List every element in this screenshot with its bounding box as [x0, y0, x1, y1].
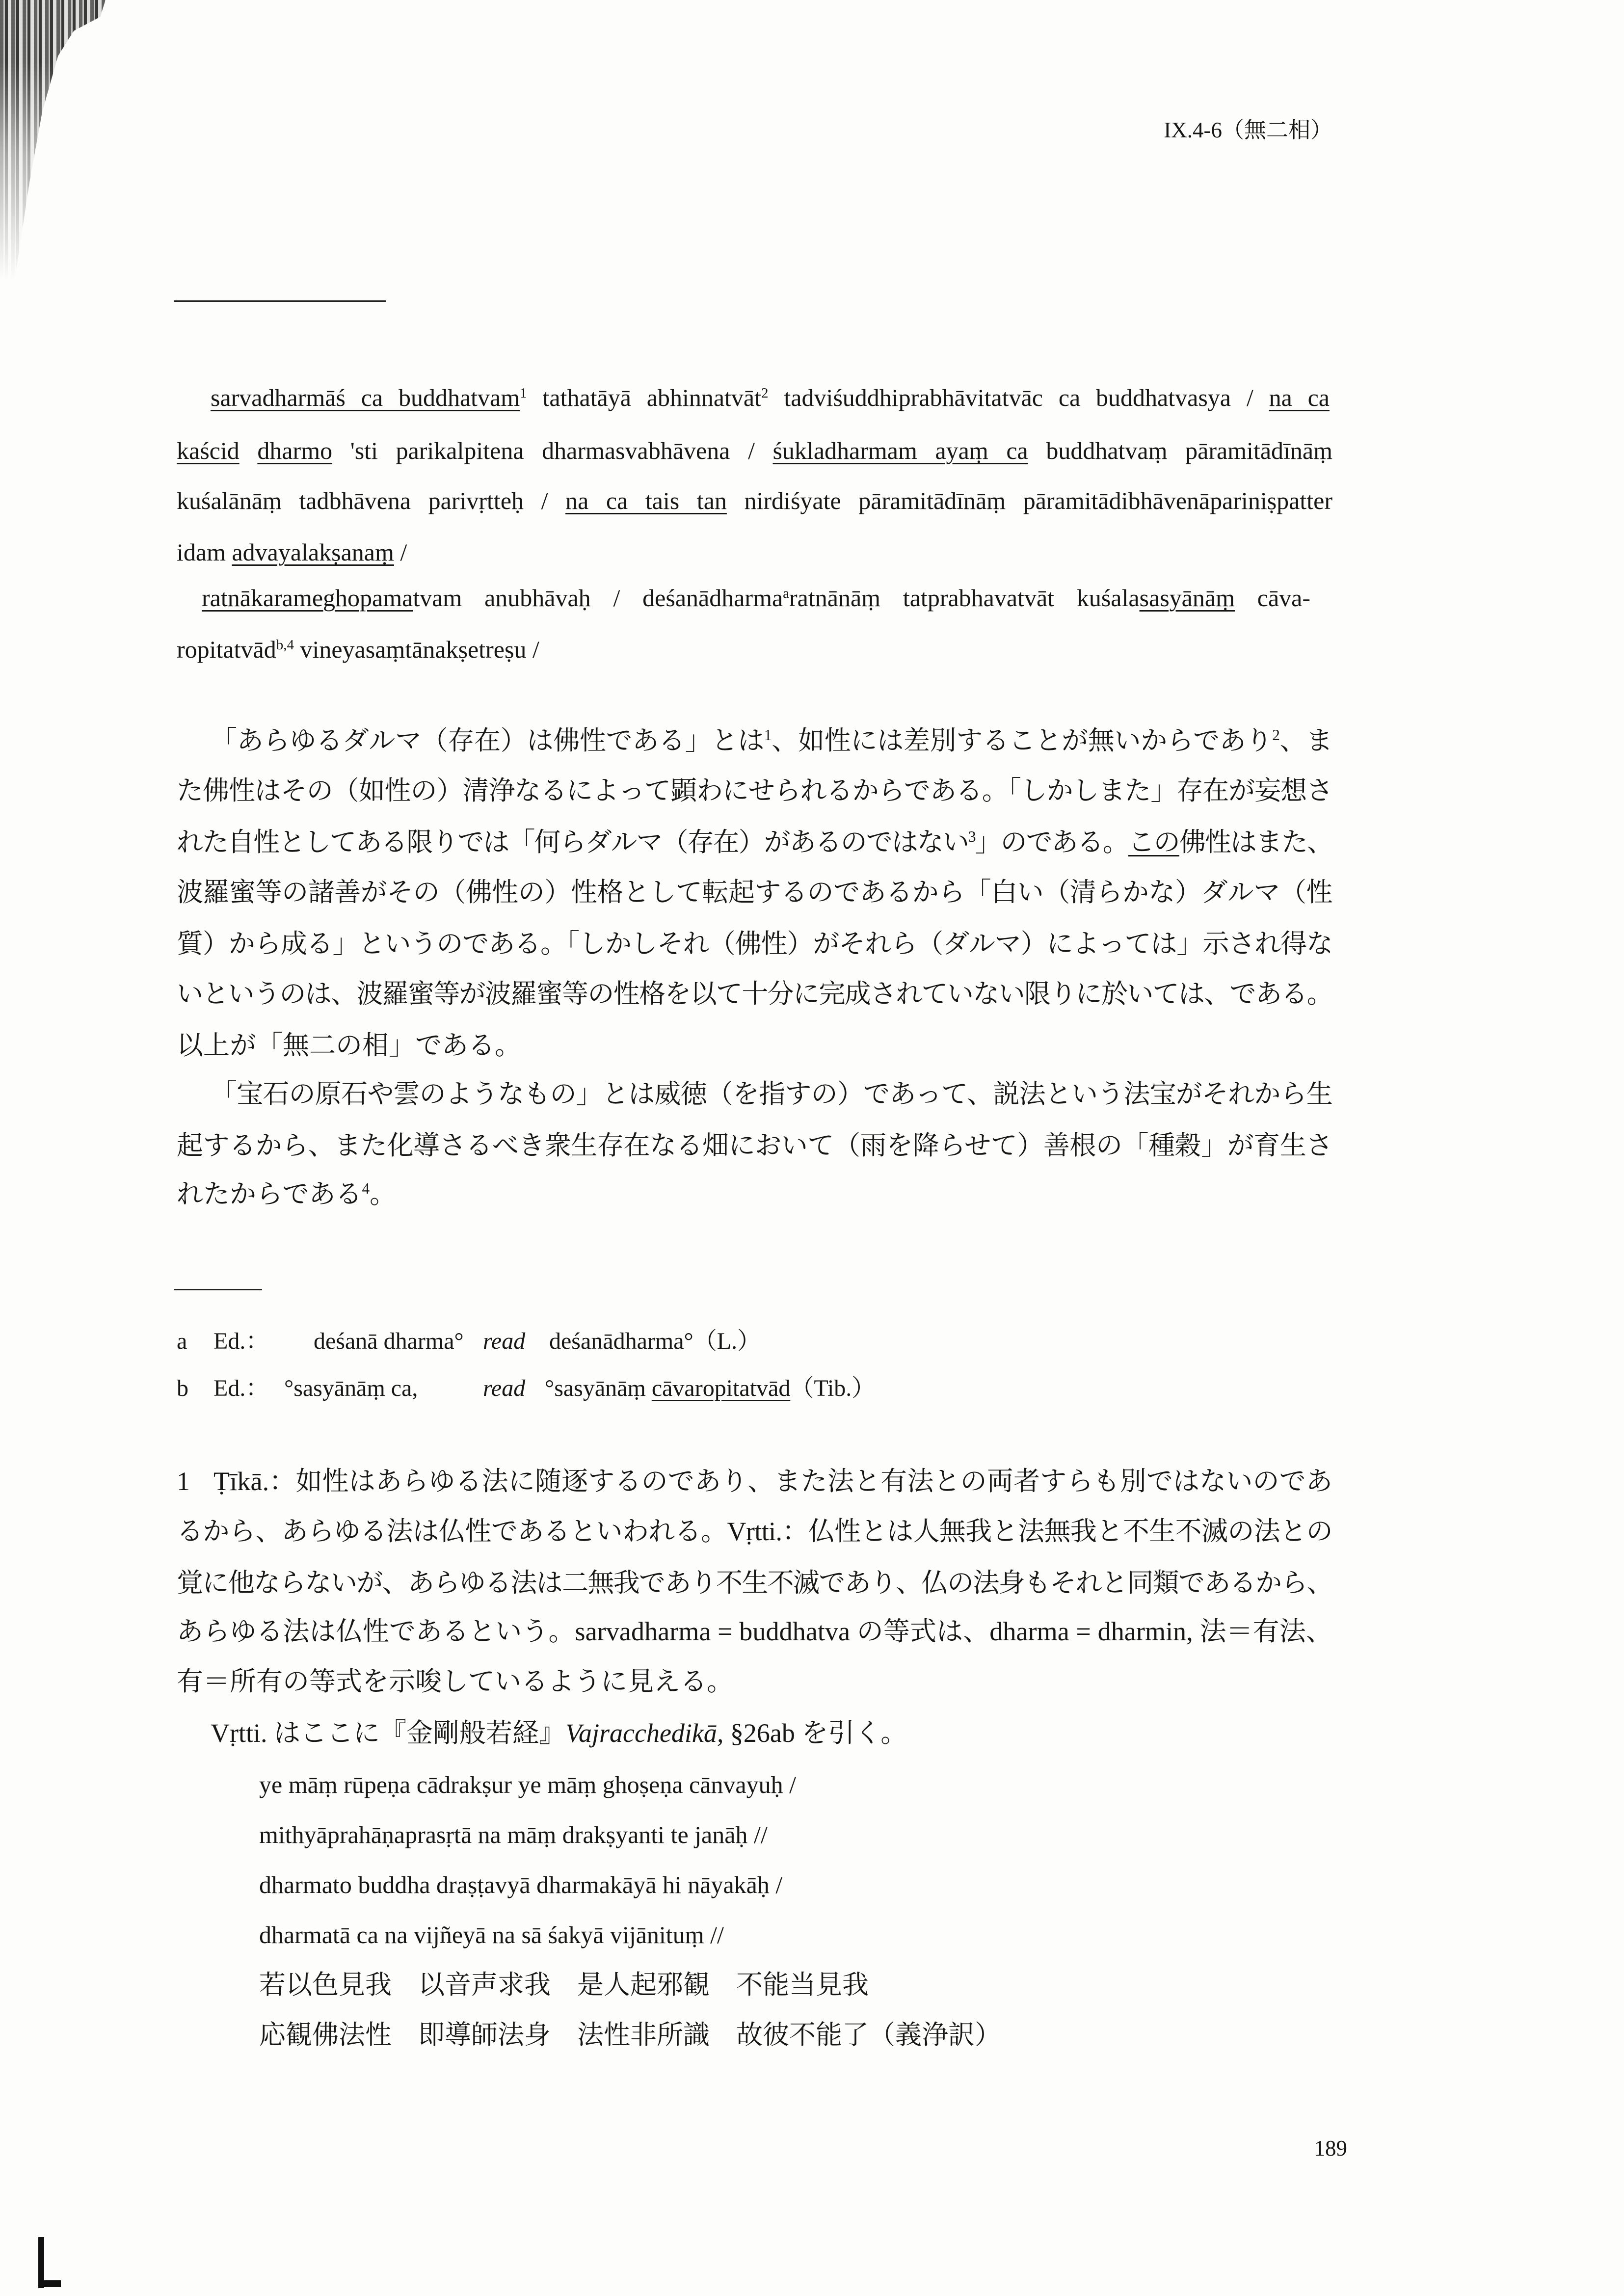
- footnote-number: [177, 1466, 206, 1497]
- line-text: dharmato buddha draṣṭavyā dharmakāyā hi nāyakāḥ /: [259, 1871, 783, 1898]
- sanskrit-line-1: [211, 383, 1330, 412]
- text-run: nirdiśyate pāramitādīnāṃ pāramitādibhāvenāpariniṣpatter: [726, 487, 1332, 514]
- work-title: Vajracchedikā,: [565, 1718, 724, 1748]
- translation-line: [177, 877, 1332, 908]
- text-run: /: [394, 538, 407, 566]
- text-run: れたからである: [177, 1179, 362, 1209]
- line-text: [177, 436, 1332, 465]
- line-text: Ṭīkā.：如性はあらゆる法に随逐するのであり、また法と有法との両者すらも別ではないのであ: [213, 1467, 1332, 1496]
- line-text: dharmatā ca na vijñeyā na sā śakyā vijānituṃ //: [259, 1921, 724, 1949]
- line-text: 応観佛法性 即導師法身 法性非所識 故彼不能了（義浄訳）: [259, 2020, 1001, 2050]
- verse-line: [259, 1820, 1332, 1849]
- text-run: 」のである。: [975, 828, 1128, 857]
- line-text: [177, 1178, 396, 1210]
- footnote-ref: 4: [362, 1180, 370, 1198]
- text-run: れた自性としてある限りでは「何らダルマ（存在）があるのではない: [177, 828, 968, 857]
- footnote-ref: 3: [968, 828, 975, 846]
- line-text: 「宝石の原石や雲のようなもの」とは威徳（を指すの）であって、説法という法宝がそれから生: [211, 1079, 1332, 1109]
- text-run: ropitatvād: [177, 636, 276, 663]
- translation-line: [177, 1178, 1332, 1210]
- apparatus-read-marker: read: [483, 1375, 526, 1401]
- line-text: 若以色見我 以音声求我 是人起邪観 不能当見我: [259, 1970, 869, 2000]
- translation-line: [177, 928, 1332, 960]
- apparatus-entry-b: [0, 1375, 1624, 1402]
- apparatus-read-marker: read: [483, 1328, 526, 1354]
- line-text: 質）から成る」というのである。「しかしそれ（佛性）がそれら（ダルマ）によっては」示され得な: [177, 929, 1332, 959]
- sanskrit-line-4: [177, 537, 1332, 567]
- footnote-line: [177, 1666, 1332, 1697]
- text-run: 'sti parikalpitena dharmasvabhāvena /: [332, 437, 773, 464]
- footnote-ref: b,4: [276, 637, 294, 653]
- translation-line: [211, 725, 1332, 756]
- text-run: tadviśuddhiprabhāvitatvāc ca buddhatvasya /: [768, 384, 1269, 411]
- line-text: 覚に他ならないが、あらゆる法は二無我であり不生不滅であり、仏の法身もそれと同類であるから、: [177, 1568, 1332, 1598]
- apparatus-correction: [545, 1375, 875, 1402]
- text-run: §26ab を引く。: [723, 1718, 907, 1748]
- text-run: 佛性はまた、: [1179, 828, 1333, 857]
- translation-line: [211, 1078, 1332, 1110]
- underlined-term: śukladharmam ayaṃ ca: [772, 437, 1028, 464]
- line-text: [177, 635, 539, 664]
- line-text: 以上が「無二の相」である。: [177, 1031, 521, 1060]
- translation-line: [177, 978, 1332, 1010]
- sanskrit-line-6: [177, 635, 1332, 664]
- translation-line: [177, 827, 1332, 858]
- text-run: 「あらゆるダルマ（存在）は佛性である」とは: [211, 726, 764, 755]
- line-text: [177, 486, 1332, 515]
- running-head: IX.4-6（無二相）: [1164, 118, 1332, 142]
- line-text: 有＝所有の等式を示唆しているように見える。: [177, 1667, 733, 1696]
- underlined-term: sarvadharmāś ca buddhatvam: [211, 384, 520, 411]
- line-text: [211, 383, 1330, 412]
- sanskrit-line-3: [177, 486, 1332, 515]
- sanskrit-line-5: [202, 583, 1310, 613]
- apparatus-source: Ed.：: [213, 1328, 269, 1354]
- line-text: た佛性はその（如性の）清浄なるによって顕わにせられるからである。「しかしまた」存在が妄想さ: [177, 776, 1332, 805]
- apparatus-reading: deśanā dharma°: [314, 1328, 464, 1354]
- underlined-term: sasyānāṃ: [1139, 584, 1235, 612]
- apparatus-reading: °sasyānāṃ ca,: [284, 1375, 418, 1401]
- text-run: idam: [177, 538, 232, 566]
- underlined-term: dharmo: [257, 437, 333, 464]
- line-text: いというのは、波羅蜜等が波羅蜜等の性格を以て十分に完成されていない限りに於いては、である。: [177, 979, 1332, 1009]
- apparatus-correction: deśanādharma°（L.）: [549, 1328, 761, 1354]
- footnote-ref: 1: [764, 726, 772, 744]
- text-run: tvam anubhāvaḥ / deśanādharma: [413, 584, 783, 612]
- apparatus-label: a: [177, 1328, 187, 1354]
- footnote-line: [213, 1466, 1332, 1497]
- translation-line: [177, 1030, 1332, 1061]
- text-run: ratnānāṃ tatprabhavatvāt kuśala: [789, 584, 1140, 612]
- text-run: 、如性には差別することが無いからであり: [772, 726, 1273, 755]
- underlined-term: cāvaropitatvād: [651, 1375, 791, 1401]
- footnote-line: [177, 1516, 1332, 1547]
- text-run: buddhatvaṃ pāramitādīnāṃ: [1028, 437, 1333, 464]
- line-text: ye māṃ rūpeṇa cādrakṣur ye māṃ ghoṣeṇa cānvayuḥ /: [259, 1771, 797, 1798]
- text-run: 、ま: [1279, 726, 1333, 755]
- translation-line: [177, 775, 1332, 806]
- footnote-rule: [174, 1289, 262, 1290]
- text-run: （Tib.）: [790, 1375, 876, 1401]
- line-text: 1: [177, 1467, 190, 1496]
- text-run: [240, 437, 258, 464]
- text-run: vineyasaṃtānakṣetreṣu /: [293, 636, 539, 663]
- underlined-term: na ca tais tan: [565, 487, 727, 514]
- apparatus-ref: a: [783, 585, 790, 601]
- scan-artifact: [38, 2280, 61, 2287]
- verse-line-chinese: [259, 1969, 1332, 2001]
- footnote-ref: 1: [520, 385, 527, 401]
- footnote-ref: 2: [1272, 726, 1280, 744]
- line-text: 起するから、また化導さるべき衆生存在なる畑において（雨を降らせて）善根の「種穀」が育生さ: [177, 1131, 1332, 1160]
- text-run: kuśalānāṃ tadbhāvena parivṛtteḥ /: [177, 487, 566, 514]
- translation-line: [177, 1130, 1332, 1161]
- underlined-term: na ca: [1269, 384, 1330, 411]
- text-run: °sasyānāṃ: [545, 1375, 652, 1401]
- line-text: [211, 1717, 907, 1749]
- footnote-ref: 2: [761, 385, 769, 401]
- text-run: 。: [370, 1179, 397, 1209]
- underlined-term: この: [1128, 828, 1179, 857]
- footnote-line: [177, 1616, 1332, 1647]
- line-text: 波羅蜜等の諸善がその（佛性の）性格として転起するのであるから「白い（清らかな）ダルマ（性: [177, 878, 1332, 907]
- line-text: [177, 827, 1332, 858]
- line-text: るから、あらゆる法は仏性であるといわれる。Vṛtti.：仏性とは人無我と法無我と不生不滅の法との: [177, 1517, 1332, 1546]
- sanskrit-line-2: [177, 436, 1332, 465]
- text-run: cāva-: [1234, 584, 1311, 612]
- page-number: 189: [1314, 2136, 1347, 2161]
- underlined-term: advayalakṣanaṃ: [232, 538, 394, 566]
- footnote-line: [177, 1567, 1332, 1599]
- section-rule: [174, 300, 386, 302]
- text-run: Vṛtti. はここに『金剛般若経』: [211, 1718, 565, 1748]
- line-text: [202, 583, 1310, 613]
- scan-artifact: [0, 0, 106, 280]
- line-text: [177, 537, 407, 567]
- underlined-term: kaścid: [177, 437, 240, 464]
- underlined-term: ratnākarameghopama: [202, 584, 413, 612]
- text-run: tathatāyā abhinnatvāt: [527, 384, 762, 411]
- line-text: あらゆる法は仏性であるという。sarvadharma = buddhatva の等式は、dharma = dharmin, 法＝有法、: [177, 1617, 1332, 1646]
- verse-line: [259, 1870, 1332, 1899]
- verse-line-chinese: [259, 2019, 1332, 2051]
- apparatus-entry-a: [0, 1328, 1624, 1355]
- citation-intro: [211, 1717, 1332, 1749]
- verse-line: [259, 1920, 1332, 1949]
- line-text: [211, 725, 1332, 756]
- verse-line: [259, 1770, 1332, 1799]
- apparatus-source: Ed.：: [213, 1375, 269, 1401]
- apparatus-label: b: [177, 1375, 188, 1401]
- line-text: mithyāprahāṇaprasṛtā na māṃ drakṣyanti te janāḥ //: [259, 1821, 768, 1848]
